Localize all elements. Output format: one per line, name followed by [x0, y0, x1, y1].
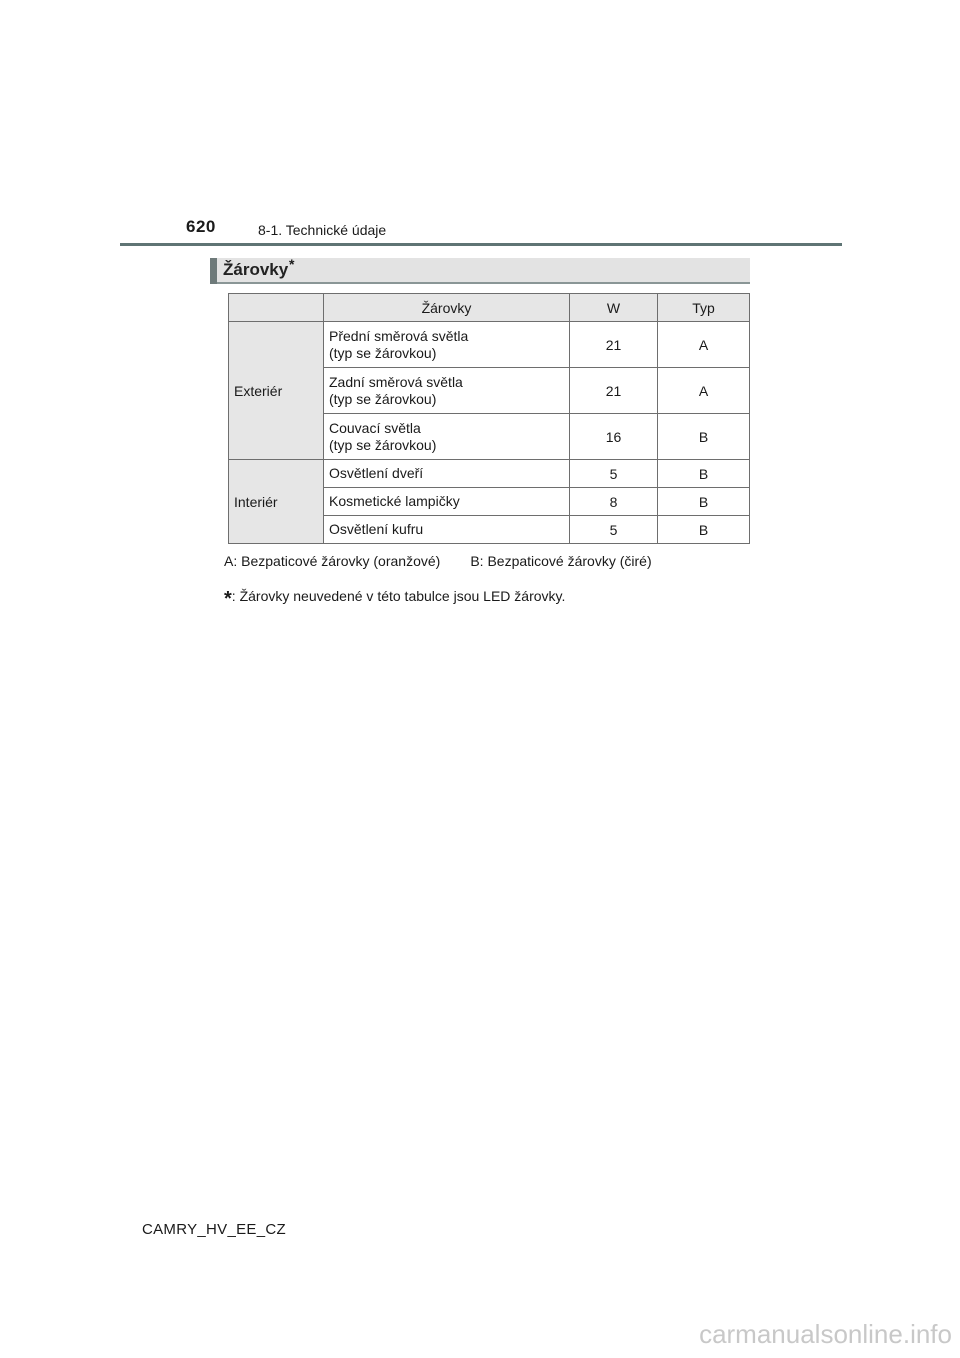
table-row: [229, 460, 750, 488]
bulb-type: B: [658, 488, 750, 516]
bulb-watts: 5: [570, 516, 658, 544]
table-header-row: [229, 294, 750, 322]
bulb-watts: 8: [570, 488, 658, 516]
legend-b: B: Bezpaticové žárovky (čiré): [470, 553, 652, 569]
document-code: CAMRY_HV_EE_CZ: [142, 1221, 286, 1238]
bulb-watts: 21: [570, 368, 658, 414]
table-row: [229, 322, 750, 368]
heading-accent-bar: [210, 258, 217, 284]
bulb-name: Osvětlení kufru: [324, 516, 570, 544]
chapter-title: 8-1. Technické údaje: [258, 222, 387, 238]
bulb-type: B: [658, 414, 750, 460]
section-footnote-marker: *: [289, 256, 295, 272]
page-number: 620: [186, 217, 216, 236]
footnote: [224, 588, 565, 611]
bulb-name: Couvací světla (typ se žárovkou): [324, 414, 570, 460]
bulb-type: B: [658, 516, 750, 544]
column-header-watts: W: [570, 294, 658, 322]
footnote-text: : Žárovky neuvedené v této tabulce jsou LED žárovky.: [231, 588, 566, 604]
bulb-watts: 21: [570, 322, 658, 368]
legend-a: A: Bezpaticové žárovky (oranžové): [224, 553, 441, 569]
bulb-type: A: [658, 368, 750, 414]
bulb-table: [228, 293, 750, 544]
section-heading: [210, 258, 750, 284]
bulb-watts: 16: [570, 414, 658, 460]
group-label-interior: Interiér: [229, 460, 324, 544]
bulb-name: Zadní směrová světla (typ se žárovkou): [324, 368, 570, 414]
section-title: Žárovky: [223, 260, 289, 279]
column-header-group: [229, 294, 324, 322]
bulb-name: Kosmetické lampičky: [324, 488, 570, 516]
type-legend: [224, 553, 652, 569]
footnote-marker: *: [224, 588, 232, 610]
group-label-exterior: Exteriér: [229, 322, 324, 460]
watermark: carmanualsonline.info: [699, 1319, 952, 1349]
bulb-type: B: [658, 460, 750, 488]
bulb-name: Přední směrová světla (typ se žárovkou): [324, 322, 570, 368]
column-header-bulbs: Žárovky: [324, 294, 570, 322]
bulb-name: Osvětlení dveří: [324, 460, 570, 488]
header-divider: [120, 243, 842, 246]
bulb-type: A: [658, 322, 750, 368]
column-header-type: Typ: [658, 294, 750, 322]
bulb-watts: 5: [570, 460, 658, 488]
